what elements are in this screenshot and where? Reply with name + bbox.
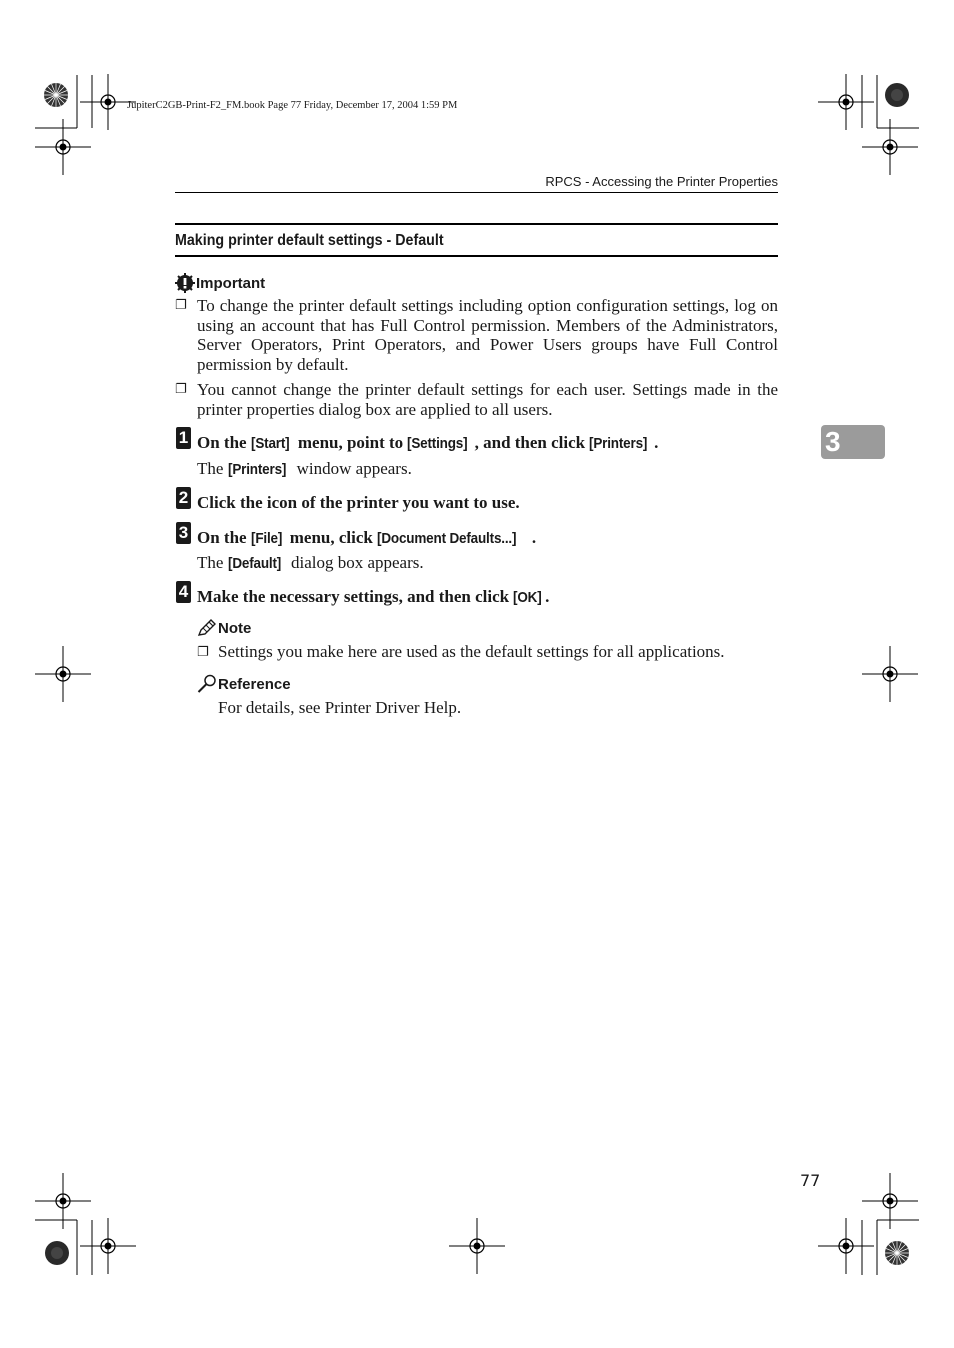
- important-item-1: To change the printer default settings including option configuration settings, log on using an account that has Full Control permission. Members of the Administrators, Server Operators, Print Operators, and Power Users groups have Full Control permission by default.: [197, 296, 778, 375]
- step-2-text: Click the icon of the printer you want to use.: [197, 493, 520, 512]
- file-info: JupiterC2GB-Print-F2_FM.book Page 77 Friday, December 17, 2004 1:59 PM: [127, 100, 458, 111]
- step-4-text: Make the necessary settings, and then click [OK] .: [197, 587, 550, 606]
- step-1-number: 1: [176, 427, 191, 449]
- step-3-text: On the [File] menu, click [Document Defaults...] .: [197, 528, 537, 547]
- magnifier-icon: [197, 674, 217, 694]
- step-1-result: The [Printers] window appears.: [197, 459, 412, 478]
- section-title: Making printer default settings - Default: [175, 232, 444, 249]
- checkbox-bullet-icon: ❐: [175, 298, 187, 313]
- step-1-text: On the [Start] menu, point to [Settings] , and then click [Printers] .: [197, 433, 659, 452]
- section-heading-box: [175, 223, 778, 257]
- reference-heading: [197, 674, 291, 694]
- step-2-number: 2: [176, 487, 191, 509]
- important-icon: [175, 273, 195, 293]
- running-header: RPCS - Accessing the Printer Properties: [545, 174, 778, 189]
- note-heading-label: Note: [218, 619, 252, 637]
- pencil-icon: [197, 619, 217, 637]
- reference-heading-label: Reference: [218, 675, 291, 693]
- note-item-1: Settings you make here are used as the default settings for all applications.: [218, 642, 725, 661]
- reference-text: For details, see Printer Driver Help.: [218, 698, 462, 717]
- header-rule: [175, 192, 778, 193]
- note-heading: [197, 619, 251, 637]
- important-heading-label: Important: [196, 274, 266, 292]
- step-4-number: 4: [176, 581, 191, 603]
- checkbox-bullet-icon: ❐: [197, 645, 209, 660]
- checkbox-bullet-icon: ❐: [175, 382, 187, 397]
- important-heading: [175, 273, 265, 293]
- chapter-number: 3: [825, 426, 841, 457]
- step-3-number: 3: [176, 522, 191, 544]
- step-3-result: The [Default] dialog box appears.: [197, 553, 424, 572]
- important-item-2: You cannot change the printer default settings for each user. Settings made in the printer properties dialog box are applied to all users.: [197, 380, 778, 419]
- chapter-tab: [821, 425, 885, 459]
- page-number: 77: [800, 1171, 821, 1190]
